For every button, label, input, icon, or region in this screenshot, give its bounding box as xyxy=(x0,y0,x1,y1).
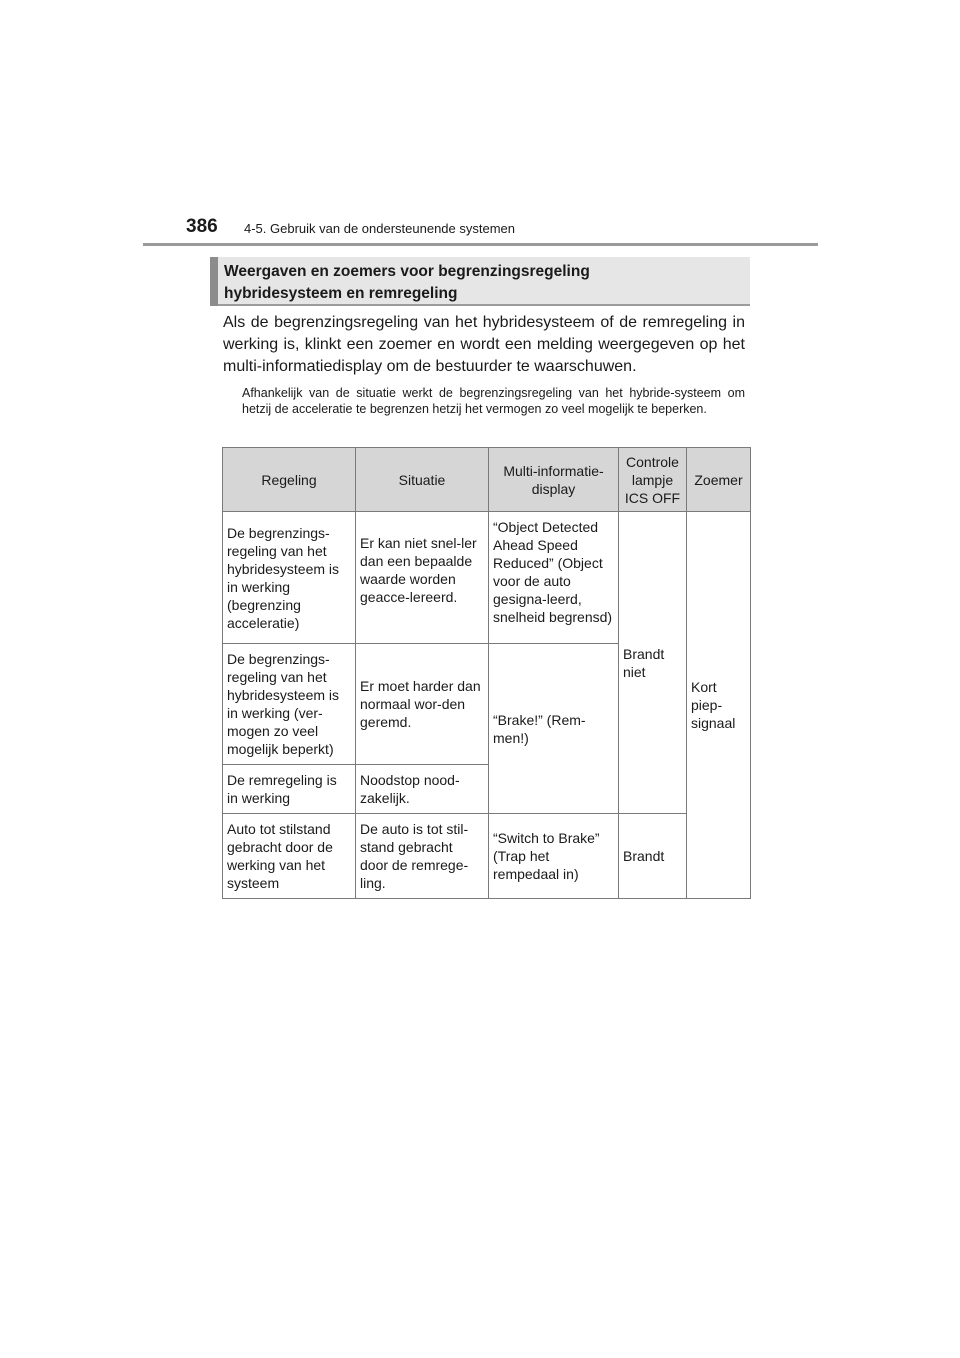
cell-situatie: Er kan niet snel-ler dan een bepaalde waarde worden geacce-lereerd. xyxy=(356,512,489,644)
cell-lampje: Brandt xyxy=(619,814,687,899)
section-heading-bar xyxy=(210,257,218,306)
cell-lampje-merged: Brandt niet xyxy=(619,512,687,814)
header-display: Multi-informatie-display xyxy=(489,448,619,512)
control-table xyxy=(222,447,751,899)
cell-situatie: Noodstop nood-zakelijk. xyxy=(356,765,489,814)
intro-paragraph: Als de begrenzingsregeling van het hybridesysteem of de remregeling in werking is, klinkt een zoemer en wordt een melding weergegeven op het multi-informatiedisplay om de bestuurder te waarschuwen. xyxy=(223,314,745,375)
note-text: Afhankelijk van de situatie werkt de begrenzingsregeling van het hybride-systeem om hetzij de acceleratie te begrenzen hetzij het vermogen zo veel mogelijk te beperken. xyxy=(242,386,745,416)
header-situatie: Situatie xyxy=(356,448,489,512)
cell-display: “Object Detected Ahead Speed Reduced” (Object voor de auto gesigna-leerd, snelheid begrensd) xyxy=(489,512,619,644)
header-zoemer: Zoemer xyxy=(687,448,751,512)
header-regeling: Regeling xyxy=(223,448,356,512)
cell-situatie: Er moet harder dan normaal wor-den geremd. xyxy=(356,644,489,765)
cell-situatie: De auto is tot stil-stand gebracht door de remrege-ling. xyxy=(356,814,489,899)
note-paragraph xyxy=(242,385,745,417)
section-title-line-2: hybridesysteem en remregeling xyxy=(224,285,458,302)
cell-regeling: De begrenzings-regeling van het hybridesysteem is in werking (begrenzing acceleratie) xyxy=(223,512,356,644)
table-row xyxy=(223,814,751,899)
cell-display: “Switch to Brake” (Trap het rempedaal in) xyxy=(489,814,619,899)
cell-regeling: De begrenzings-regeling van het hybridesysteem is in werking (ver-mogen zo veel mogelijk beperkt) xyxy=(223,644,356,765)
section-heading-box xyxy=(210,257,750,306)
cell-zoemer-merged: Kort piep-signaal xyxy=(687,512,751,899)
section-title xyxy=(224,261,744,305)
cell-display-merged: “Brake!” (Rem-men!) xyxy=(489,644,619,814)
section-title-line-1: Weergaven en zoemers voor begrenzingsregeling xyxy=(224,263,590,280)
cell-regeling: De remregeling is in werking xyxy=(223,765,356,814)
table-header-row xyxy=(223,448,751,512)
page-number: 386 xyxy=(186,216,218,237)
cell-regeling: Auto tot stilstand gebracht door de werking van het systeem xyxy=(223,814,356,899)
header-rule xyxy=(143,243,818,246)
table-row xyxy=(223,512,751,644)
header-lampje: Controle lampje ICS OFF xyxy=(619,448,687,512)
running-head: 4-5. Gebruik van de ondersteunende systemen xyxy=(244,221,516,236)
